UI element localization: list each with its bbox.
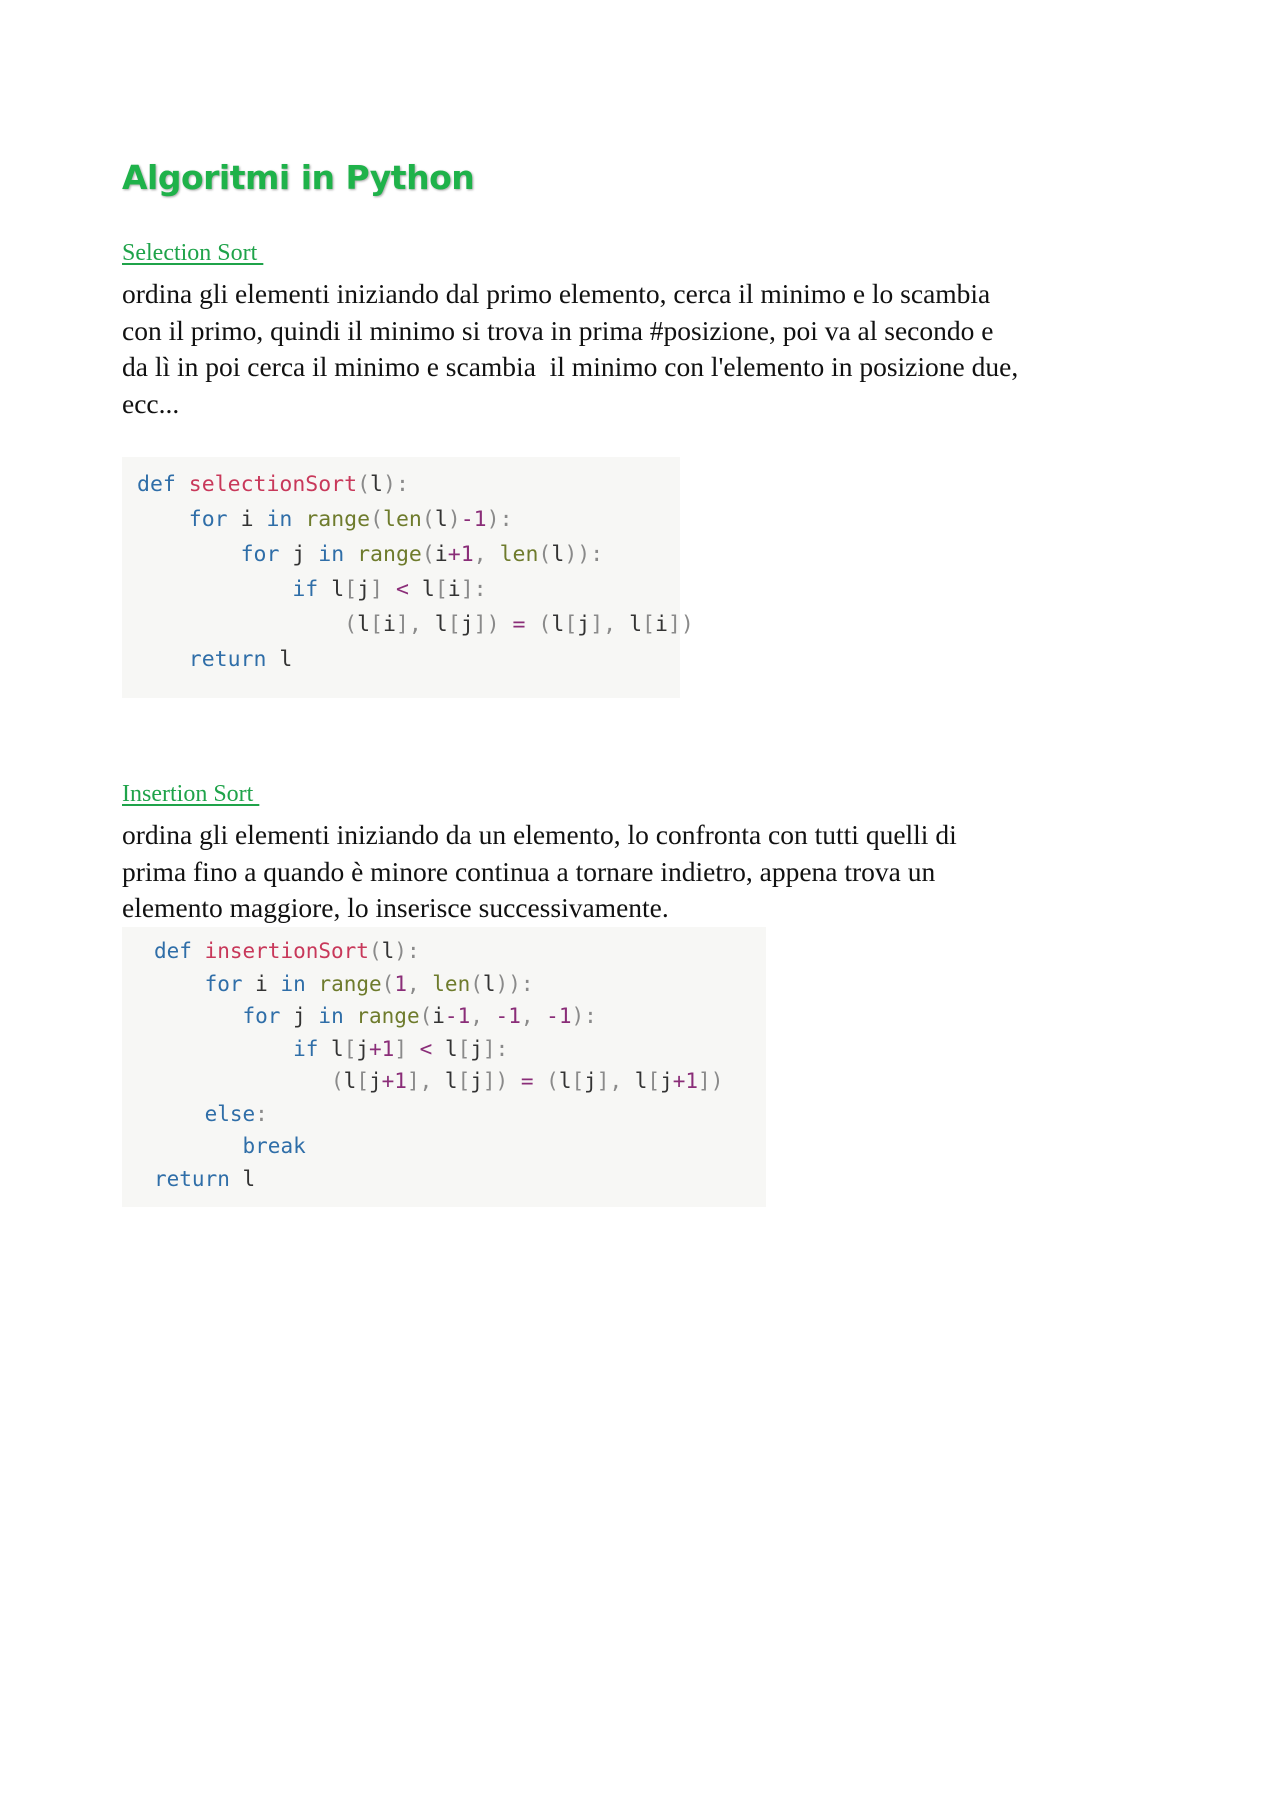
selection-sort-description [122, 276, 1182, 422]
document-title: Algoritmi in Python [122, 158, 475, 197]
insertion-sort-code-block [122, 927, 766, 1207]
code-line: (l[j+1], l[j]) = (l[j], l[j+1]) [331, 1069, 724, 1093]
code-line: for i in range(len(l)-1): [188, 507, 513, 532]
code-line: return l [188, 647, 293, 672]
description-line: con il primo, quindi il minimo si trova in prima #posizione, poi va al secondo e [122, 314, 994, 346]
code-line: if l[j] < l[i]: [292, 577, 487, 602]
description-line: elemento maggiore, lo inserisce successivamente. [122, 892, 669, 923]
section-heading-selection-sort: Selection Sort [122, 240, 264, 266]
code-line: def insertionSort(l): [154, 939, 420, 963]
insertion-sort-description [122, 817, 1182, 927]
code-line: for j in range(i-1, -1, -1): [242, 1004, 597, 1028]
code-line: (l[i], l[j]) = (l[j], l[i]) [344, 612, 694, 637]
code-line: return l [154, 1166, 256, 1191]
description-line: ordina gli elementi iniziando dal primo elemento, cerca il minimo e lo scambia [122, 278, 991, 309]
code-line: for i in range(1, len(l)): [204, 971, 534, 996]
code-line: else: [204, 1101, 268, 1126]
description-line: ordina gli elementi iniziando da un elemento, lo confronta con tutti quelli di [122, 819, 957, 850]
selection-sort-code-block [122, 457, 694, 698]
description-line: da lì in poi cerca il minimo e scambia il minimo con l'elemento in posizione due, [122, 351, 1019, 382]
code-line: for j in range(i+1, len(l)): [240, 542, 604, 567]
code-line: break [242, 1134, 306, 1158]
description-line: prima fino a quando è minore continua a tornare indietro, appena trova un [122, 855, 936, 887]
code-line: if l[j+1] < l[j]: [293, 1036, 509, 1061]
section-heading-insertion-sort: Insertion Sort [122, 781, 260, 807]
code-line: def selectionSort(l): [137, 472, 409, 497]
description-line: ecc... [122, 387, 180, 419]
